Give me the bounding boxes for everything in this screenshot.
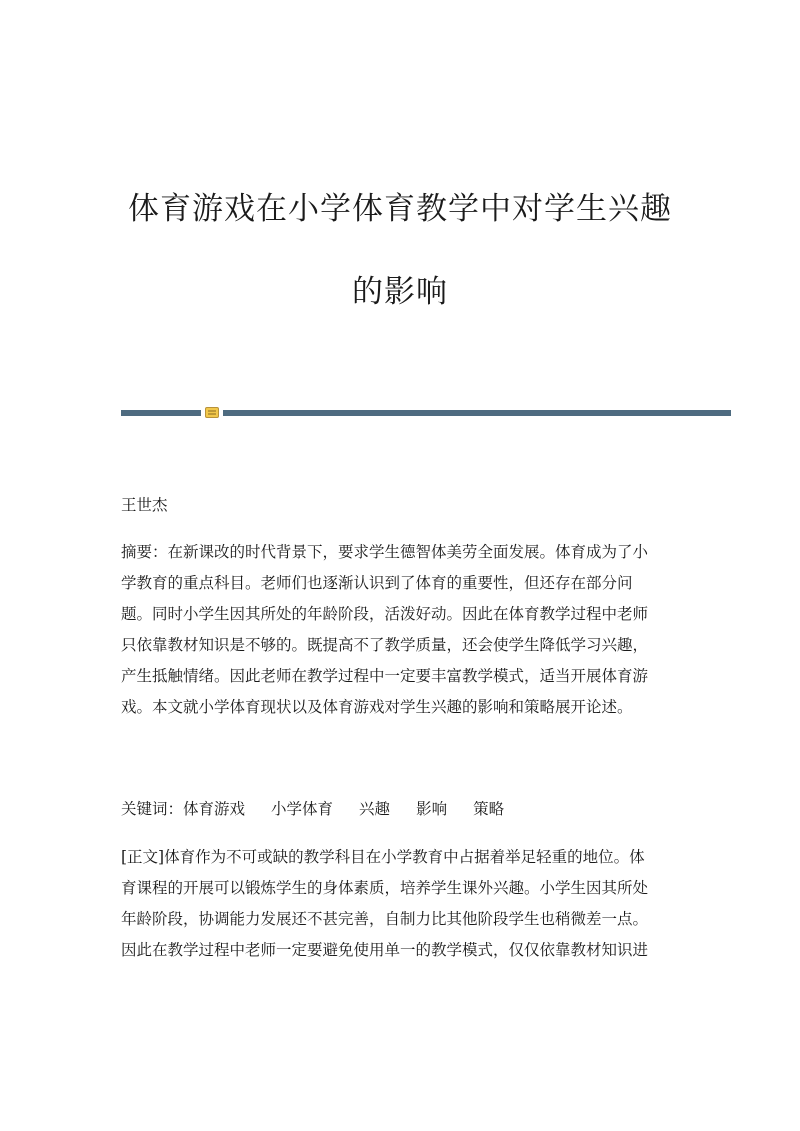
- keyword: 体育游戏: [183, 800, 246, 818]
- divider-bar-left: [121, 410, 201, 416]
- divider-bar-right: [223, 410, 731, 416]
- body-text: [121, 842, 681, 966]
- body-line: 年龄阶段，协调能力发展还不甚完善，自制力比其他阶段学生也稍微差一点。: [121, 910, 649, 928]
- abstract-line: 戏。本文就小学体育现状以及体育游戏对学生兴趣的影响和策略展开论述。: [121, 698, 633, 716]
- abstract-line: 只依靠教材知识是不够的。既提高不了教学质量，还会使学生降低学习兴趣，: [121, 636, 649, 654]
- keyword: 兴趣: [359, 800, 391, 818]
- keywords: [121, 794, 681, 825]
- keyword: 策略: [473, 800, 505, 818]
- document-title-line-1: 体育游戏在小学体育教学中对学生兴趣: [128, 191, 672, 227]
- body-line: 因此在教学过程中老师一定要避免使用单一的教学模式，仅仅依靠教材知识进: [121, 941, 649, 959]
- abstract-line: 学教育的重点科目。老师们也逐渐认识到了体育的重要性，但还存在部分问: [121, 574, 633, 592]
- body-line: 育课程的开展可以锻炼学生的身体素质，培养学生课外兴趣。小学生因其所处: [121, 879, 649, 897]
- abstract-line: 题。同时小学生因其所处的年龄阶段，活泼好动。因此在体育教学过程中老师: [121, 605, 649, 623]
- keyword: 小学体育: [271, 800, 334, 818]
- keywords-label: 关键词：: [121, 800, 184, 818]
- abstract: [121, 537, 681, 723]
- abstract-line: 产生抵触情绪。因此老师在教学过程中一定要丰富教学模式，适当开展体育游: [121, 667, 649, 685]
- divider-ornament-icon: [205, 407, 219, 418]
- keyword: 影响: [416, 800, 448, 818]
- document-title-line-2: 的影响: [352, 274, 448, 310]
- body-line: [正文]体育作为不可或缺的教学科目在小学教育中占据着举足轻重的地位。体: [121, 848, 645, 866]
- abstract-line: 摘要：在新课改的时代背景下，要求学生德智体美劳全面发展。体育成为了小: [121, 543, 649, 561]
- author-name: 王世杰: [121, 496, 168, 514]
- title-divider: [121, 406, 731, 420]
